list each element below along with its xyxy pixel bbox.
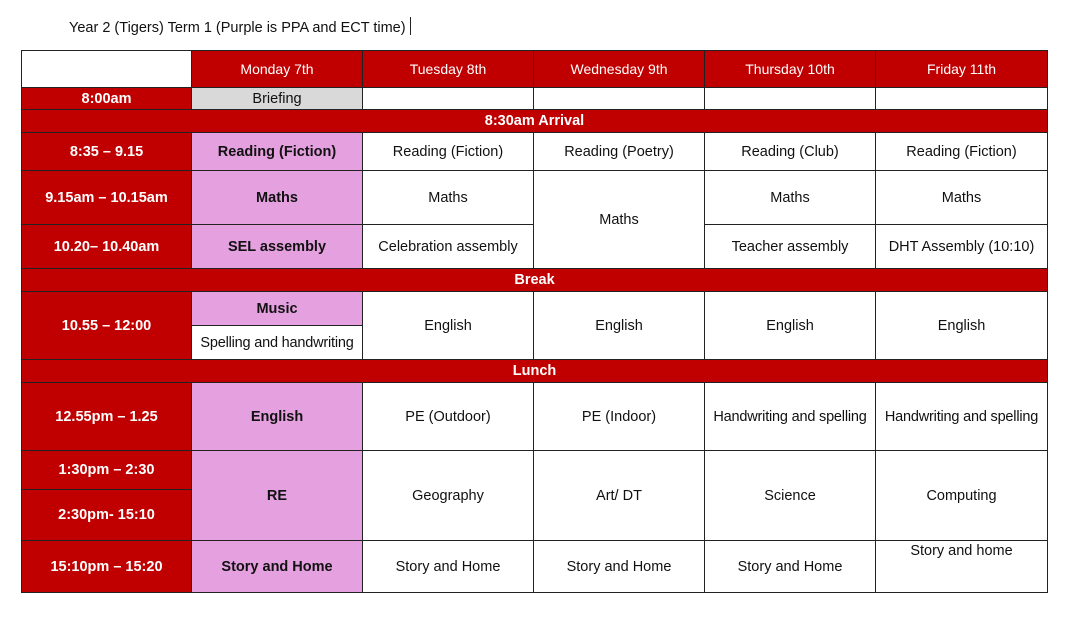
cell-friday [876,88,1048,110]
arrival-band: 8:30am Arrival [22,110,1048,133]
cell-monday: English [192,383,363,451]
cell-wednesday: Maths [534,171,705,269]
cell-thursday: Handwriting and spelling [705,383,876,451]
day-header-tuesday: Tuesday 8th [363,51,534,88]
cell-tuesday: Celebration assembly [363,225,534,269]
cell-monday: Maths [192,171,363,225]
timetable [21,50,1048,593]
cell-wednesday: Reading (Poetry) [534,133,705,171]
cell-friday: DHT Assembly (10:10) [876,225,1048,269]
time-cell: 8:00am [22,88,192,110]
cell-thursday: English [705,292,876,360]
cell-monday: Story and Home [192,541,363,593]
time-cell: 1:30pm – 2:30 [22,451,192,490]
arrival-row [22,110,1048,133]
cell-thursday: Science [705,451,876,541]
row-835 [22,133,1048,171]
cell-wednesday: Art/ DT [534,451,705,541]
cell-monday: Briefing [192,88,363,110]
time-cell: 15:10pm – 15:20 [22,541,192,593]
cell-thursday: Reading (Club) [705,133,876,171]
day-header-thursday: Thursday 10th [705,51,876,88]
cell-tuesday: Maths [363,171,534,225]
row-1055a [22,292,1048,326]
cell-wednesday: Story and Home [534,541,705,593]
time-cell: 2:30pm- 15:10 [22,490,192,541]
row-915 [22,171,1048,225]
title-text: Year 2 (Tigers) Term 1 (Purple is PPA and ECT time) [69,20,406,36]
cell-tuesday: Reading (Fiction) [363,133,534,171]
day-header-wednesday: Wednesday 9th [534,51,705,88]
cell-friday: Computing [876,451,1048,541]
day-header-monday: Monday 7th [192,51,363,88]
cell-friday: Handwriting and spelling [876,383,1048,451]
day-header-friday: Friday 11th [876,51,1048,88]
cell-thursday [705,88,876,110]
cell-friday: Story and home [876,541,1048,593]
cell-monday-music: Music [192,292,363,326]
row-1255 [22,383,1048,451]
row-130 [22,451,1048,490]
cell-tuesday: English [363,292,534,360]
row-8am [22,88,1048,110]
cell-monday: RE [192,451,363,541]
cell-thursday: Story and Home [705,541,876,593]
time-cell: 12.55pm – 1.25 [22,383,192,451]
cell-wednesday [534,88,705,110]
cell-monday-spelling: Spelling and handwriting [192,326,363,360]
cell-monday: Reading (Fiction) [192,133,363,171]
text-cursor [410,17,411,35]
time-cell: 10.20– 10.40am [22,225,192,269]
cell-thursday: Maths [705,171,876,225]
cell-tuesday: PE (Outdoor) [363,383,534,451]
cell-wednesday: English [534,292,705,360]
cell-thursday: Teacher assembly [705,225,876,269]
lunch-row [22,360,1048,383]
cell-tuesday [363,88,534,110]
cell-tuesday: Story and Home [363,541,534,593]
cell-wednesday: PE (Indoor) [534,383,705,451]
header-row [22,51,1048,88]
time-cell: 8:35 – 9.15 [22,133,192,171]
document-title [69,17,411,36]
time-cell: 10.55 – 12:00 [22,292,192,360]
break-row [22,269,1048,292]
cell-monday: SEL assembly [192,225,363,269]
cell-friday: English [876,292,1048,360]
cell-friday: Reading (Fiction) [876,133,1048,171]
cell-friday: Maths [876,171,1048,225]
lunch-band: Lunch [22,360,1048,383]
corner-cell [22,51,192,88]
row-1510 [22,541,1048,593]
break-band: Break [22,269,1048,292]
time-cell: 9.15am – 10.15am [22,171,192,225]
cell-tuesday: Geography [363,451,534,541]
